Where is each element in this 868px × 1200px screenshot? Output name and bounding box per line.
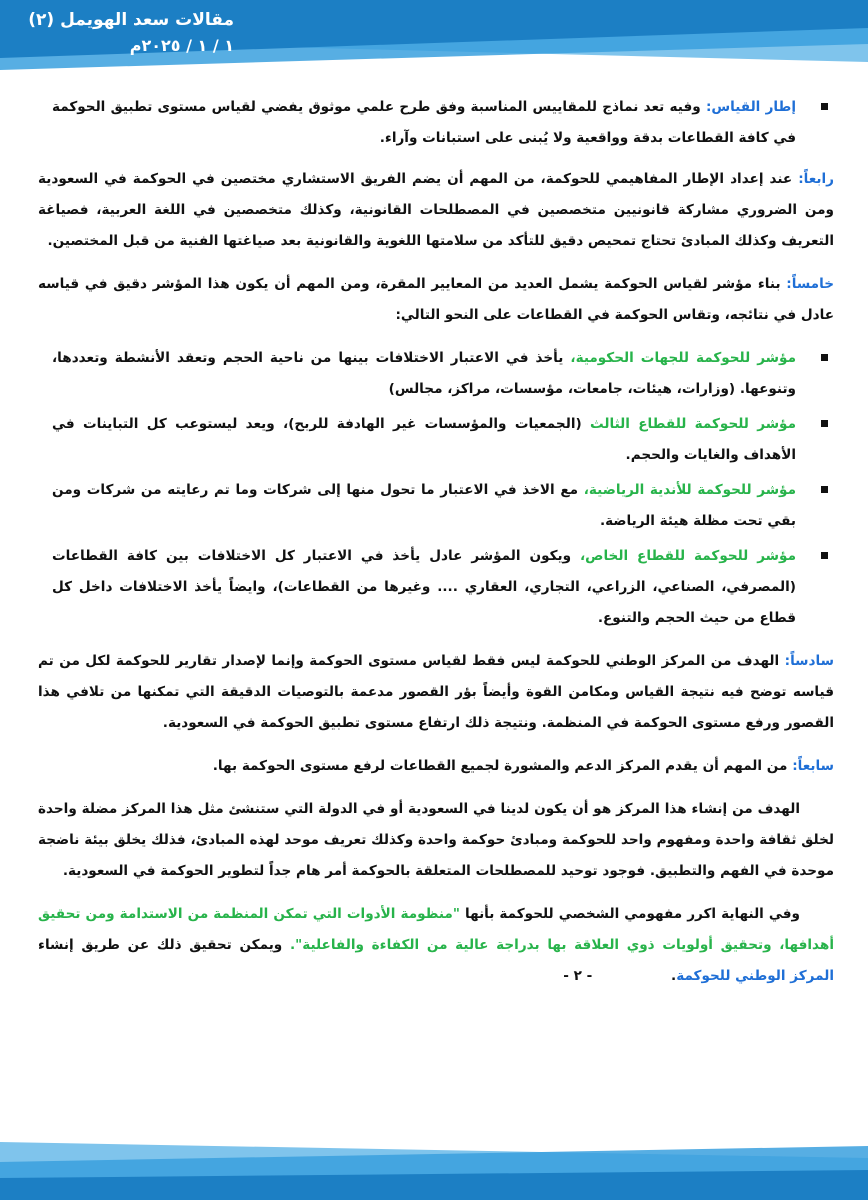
index-sports-clubs-bullet — [38, 475, 834, 537]
index-sports-clubs-text: مع الاخذ في الاعتبار ما تحول منها إلى شركات وما تم رعايته من شركات ومن بقي تحت مظلة هيئة الرياضة. — [52, 482, 796, 529]
seventh-lead: سابعاً: — [792, 758, 834, 774]
index-third-sector-lead: مؤشر للحوكمة للقطاع الثالث — [590, 416, 797, 432]
article-body — [38, 92, 834, 1004]
closing-intro: وفي النهاية اكرر مفهومي الشخصي للحوكمة بأنها — [459, 906, 800, 922]
seventh-paragraph — [38, 751, 834, 782]
closing-paragraph — [38, 899, 834, 992]
closing-middle: ويمكن تحقيق ذلك عن طريق إنشاء — [38, 937, 290, 953]
measure-framework-lead: إطار القياس: — [705, 99, 796, 115]
index-private-sector-text: ويكون المؤشر عادل يأخذ في الاعتبار كل الاختلافات بين كافة القطاعات (المصرفي، الصناعي، الزراعي، التجاري، العقاري .... وغيرها من القطاعات)، وايضاً يأخذ الاختلافات داخل كل قطاع من حيث الحجم والتنوع. — [52, 548, 796, 626]
sixth-lead: سادساً: — [784, 653, 834, 669]
header-date: ١ / ١ / ٢٠٢٥م — [129, 36, 234, 55]
bullet-square-icon — [821, 486, 828, 493]
bullet-square-icon — [821, 552, 828, 559]
fourth-text: عند إعداد الإطار المفاهيمي للحوكمة، من المهم أن يضم الفريق الاستشاري مختصين في الحوكمة في السعودية ومن الضروري مشاركة قانونيين متخصصين في المصطلحات القانونية، وكذلك متخصصين في اللغة العربية، فصياغة التعريف وكذلك المبادئ تحتاج تمحيص دقيق للتأكد من سلامتها اللغوية والقانونية بعد صياغتها الفنية من قبل المختصين. — [38, 171, 834, 249]
index-government-bullet — [38, 343, 834, 405]
index-sports-clubs-lead: مؤشر للحوكمة للأندية الرياضية، — [583, 482, 796, 498]
bullet-square-icon — [821, 354, 828, 361]
seventh-text: من المهم أن يقدم المركز الدعم والمشورة لجميع القطاعات لرفع مستوى الحوكمة بها. — [212, 758, 793, 774]
fifth-text: بناء مؤشر لقياس الحوكمة يشمل العديد من المعايير المقرة، ومن المهم أن يكون هذا المؤشر دقيق في قياسه عادل في نتائجه، وتقاس الحوكمة في القطاعات على النحو التالي: — [38, 276, 834, 323]
closing-end: . — [671, 968, 677, 984]
measure-framework-bullet — [38, 92, 834, 154]
national-center-name: المركز الوطني للحوكمة — [676, 968, 834, 984]
index-government-text: يأخذ في الاعتبار الاختلافات بينها من ناحية الحجم وتعقد الأنشطة وتعددها، وتنوعها. (وزارات، هيئات، جامعات، مؤسسات، مراكز، مجالس) — [52, 350, 796, 397]
sixth-text: الهدف من المركز الوطني للحوكمة ليس فقط لقياس مستوى الحوكمة وإنما لإصدار تقارير للحوكمة لكل من تم قياسه توضح فيه نتيجة القياس ومكامن القوة وأيضاً بؤر القصور مدعمة بالتوصيات الدقيقة التي تمكنها من تلافي هذا القصور ورفع مستوى الحوكمة في المنظمة. ونتيجة ذلك ارتفاع مستوى تطبيق الحوكمة في السعودية. — [38, 653, 834, 731]
bullet-square-icon — [821, 420, 828, 427]
fifth-paragraph — [38, 269, 834, 331]
footer-band — [0, 1128, 868, 1200]
index-third-sector-bullet — [38, 409, 834, 471]
goal-paragraph: الهدف من إنشاء هذا المركز هو أن يكون لدينا في السعودية أو في الدولة التي ستنشئ مثل هذا المركز مضلة واحدة لخلق ثقافة واحدة ومفهوم واحد للحوكمة ومبادئ حوكمة واحدة وكذلك تعريف موحد لهذه المبادئ، فذلك يخلق بيئة ناضجة موحدة في الفهم والتطبيق. فوجود توحيد للمصطلحات المتعلقة بالحوكمة أمر هام جداً لتطوير الحوكمة في السعودية. — [38, 801, 834, 879]
sixth-paragraph — [38, 646, 834, 739]
index-government-lead: مؤشر للحوكمة للجهات الحكومية، — [570, 350, 796, 366]
page-number: - ٢ - — [563, 968, 593, 984]
fourth-lead: رابعاً: — [798, 171, 834, 187]
fourth-paragraph — [38, 164, 834, 257]
fifth-lead: خامساً: — [786, 276, 834, 292]
index-third-sector-text: (الجمعيات والمؤسسات غير الهادفة للربح)، ويعد ليستوعب كل التباينات في الأهداف والغايات والحجم. — [52, 416, 796, 463]
header-text — [14, 8, 234, 58]
closing-definition: "منظومة الأدوات التي تمكن المنظمة من الاستدامة ومن تحقيق أهدافها، وتحقيق أولويات ذوي العلاقة بها بدراجة عالية من الكفاءة والفاعلية". — [38, 906, 834, 953]
header-title: مقالات سعد الهويمل (٢) — [28, 10, 234, 30]
index-private-sector-bullet — [38, 541, 834, 634]
index-private-sector-lead: مؤشر للحوكمة للقطاع الخاص، — [580, 548, 796, 564]
bullet-square-icon — [821, 103, 828, 110]
measure-framework-text: وفيه تعد نماذج للمقاييس المناسبة وفق طرح علمي موثوق يفضي لقياس مستوى تطبيق الحوكمة في كافة القطاعات بدقة وواقعية ولا يُبنى على استبانات وآراء. — [52, 99, 796, 146]
